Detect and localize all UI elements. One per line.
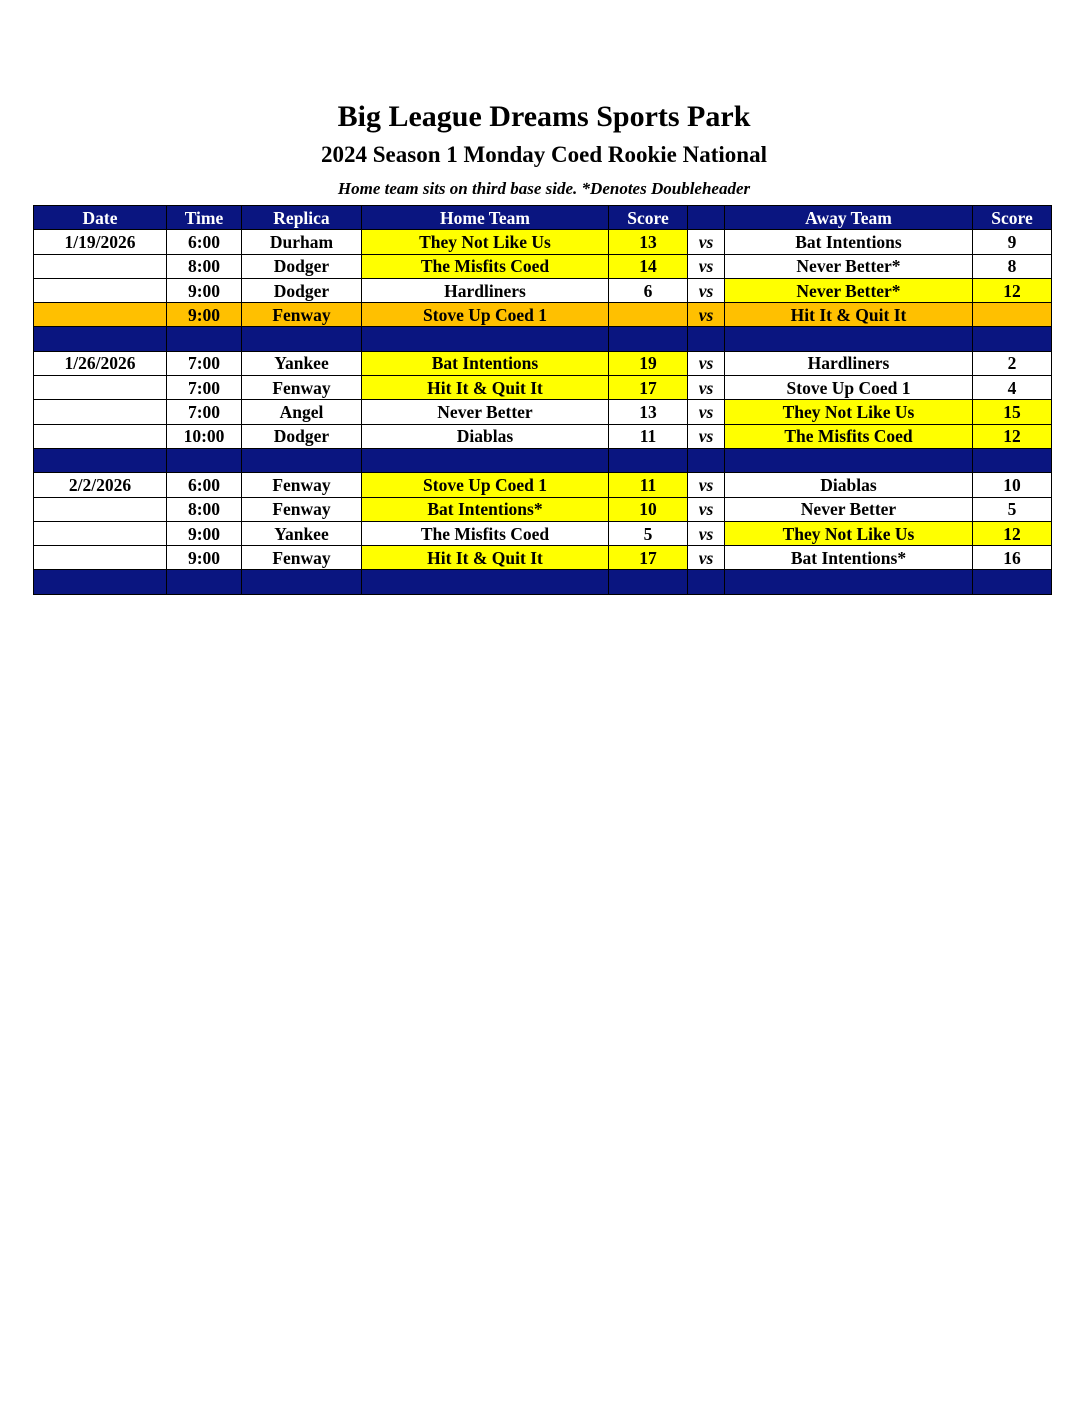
time-cell: 6:00 [167, 473, 242, 497]
date-cell [34, 424, 167, 448]
time-cell: 9:00 [167, 303, 242, 327]
separator-cell [973, 570, 1052, 594]
away-team-cell: Stove Up Coed 1 [725, 376, 973, 400]
separator-cell [242, 448, 362, 472]
away-team-cell: Hit It & Quit It [725, 303, 973, 327]
replica-cell: Yankee [242, 351, 362, 375]
home-team-cell: Bat Intentions* [362, 497, 609, 521]
vs-cell: vs [688, 497, 725, 521]
home-team-cell: Stove Up Coed 1 [362, 303, 609, 327]
date-cell [34, 278, 167, 302]
separator-cell [973, 448, 1052, 472]
time-cell: 9:00 [167, 546, 242, 570]
home-score-cell: 13 [609, 230, 688, 254]
home-team-cell: Diablas [362, 424, 609, 448]
separator-cell [242, 570, 362, 594]
vs-cell: vs [688, 351, 725, 375]
away-score-cell: 12 [973, 521, 1052, 545]
replica-cell: Angel [242, 400, 362, 424]
vs-cell: vs [688, 278, 725, 302]
replica-cell: Fenway [242, 497, 362, 521]
away-score-cell: 5 [973, 497, 1052, 521]
away-team-cell: They Not Like Us [725, 521, 973, 545]
game-row [34, 546, 1052, 570]
home-score-cell [609, 303, 688, 327]
date-cell: 1/19/2026 [34, 230, 167, 254]
home-team-cell: Hardliners [362, 278, 609, 302]
vs-cell: vs [688, 254, 725, 278]
game-row [34, 303, 1052, 327]
away-score-cell: 4 [973, 376, 1052, 400]
home-score-cell: 13 [609, 400, 688, 424]
home-score-cell: 14 [609, 254, 688, 278]
replica-cell: Dodger [242, 278, 362, 302]
time-cell: 6:00 [167, 230, 242, 254]
time-cell: 7:00 [167, 400, 242, 424]
separator-cell [362, 327, 609, 351]
vs-cell: vs [688, 473, 725, 497]
separator-cell [609, 448, 688, 472]
game-row [34, 254, 1052, 278]
away-team-cell: They Not Like Us [725, 400, 973, 424]
date-cell [34, 376, 167, 400]
game-row [34, 376, 1052, 400]
replica-cell: Dodger [242, 254, 362, 278]
time-cell: 7:00 [167, 376, 242, 400]
time-cell: 9:00 [167, 521, 242, 545]
separator-cell [688, 327, 725, 351]
away-team-cell: Bat Intentions* [725, 546, 973, 570]
home-team-cell: The Misfits Coed [362, 521, 609, 545]
home-score-cell: 10 [609, 497, 688, 521]
header-away-team: Away Team [725, 206, 973, 230]
game-row [34, 473, 1052, 497]
home-score-cell: 11 [609, 473, 688, 497]
away-score-cell: 12 [973, 424, 1052, 448]
page-subtitle: 2024 Season 1 Monday Coed Rookie National [321, 142, 767, 167]
separator-cell [34, 448, 167, 472]
time-cell: 8:00 [167, 254, 242, 278]
home-team-cell: The Misfits Coed [362, 254, 609, 278]
vs-cell: vs [688, 376, 725, 400]
away-score-cell: 10 [973, 473, 1052, 497]
week-separator-row [34, 448, 1052, 472]
away-team-cell: Never Better* [725, 278, 973, 302]
game-row [34, 497, 1052, 521]
replica-cell: Dodger [242, 424, 362, 448]
week-separator-row [34, 570, 1052, 594]
game-row [34, 351, 1052, 375]
away-score-cell: 8 [973, 254, 1052, 278]
separator-cell [167, 448, 242, 472]
date-cell: 2/2/2026 [34, 473, 167, 497]
week-separator-row [34, 327, 1052, 351]
schedule-table [33, 205, 1052, 595]
replica-cell: Fenway [242, 303, 362, 327]
header-home-team: Home Team [362, 206, 609, 230]
date-cell [34, 303, 167, 327]
separator-cell [725, 448, 973, 472]
game-row [34, 400, 1052, 424]
away-score-cell: 12 [973, 278, 1052, 302]
vs-cell: vs [688, 400, 725, 424]
vs-cell: vs [688, 546, 725, 570]
separator-cell [34, 570, 167, 594]
replica-cell: Fenway [242, 473, 362, 497]
separator-cell [688, 448, 725, 472]
away-score-cell [973, 303, 1052, 327]
date-cell: 1/26/2026 [34, 351, 167, 375]
away-score-cell: 9 [973, 230, 1052, 254]
page-title: Big League Dreams Sports Park [337, 100, 751, 133]
home-score-cell: 5 [609, 521, 688, 545]
header-replica: Replica [242, 206, 362, 230]
separator-cell [725, 327, 973, 351]
home-team-cell: Stove Up Coed 1 [362, 473, 609, 497]
separator-cell [167, 327, 242, 351]
header-vs [688, 206, 725, 230]
game-row [34, 278, 1052, 302]
date-cell [34, 521, 167, 545]
separator-cell [242, 327, 362, 351]
away-score-cell: 15 [973, 400, 1052, 424]
date-cell [34, 497, 167, 521]
separator-cell [973, 327, 1052, 351]
away-team-cell: Never Better* [725, 254, 973, 278]
date-cell [34, 400, 167, 424]
header-row [34, 206, 1052, 230]
separator-cell [725, 570, 973, 594]
home-team-cell: Never Better [362, 400, 609, 424]
home-score-cell: 11 [609, 424, 688, 448]
date-cell [34, 546, 167, 570]
separator-cell [362, 448, 609, 472]
vs-cell: vs [688, 424, 725, 448]
home-score-cell: 17 [609, 376, 688, 400]
separator-cell [34, 327, 167, 351]
away-team-cell: The Misfits Coed [725, 424, 973, 448]
time-cell: 9:00 [167, 278, 242, 302]
away-team-cell: Never Better [725, 497, 973, 521]
home-team-cell: Hit It & Quit It [362, 376, 609, 400]
date-cell [34, 254, 167, 278]
time-cell: 8:00 [167, 497, 242, 521]
home-score-cell: 17 [609, 546, 688, 570]
separator-cell [688, 570, 725, 594]
schedule-note: Home team sits on third base side. *Denotes Doubleheader [337, 179, 751, 198]
home-team-cell: They Not Like Us [362, 230, 609, 254]
vs-cell: vs [688, 303, 725, 327]
home-team-cell: Bat Intentions [362, 351, 609, 375]
time-cell: 7:00 [167, 351, 242, 375]
separator-cell [362, 570, 609, 594]
header-away-score: Score [973, 206, 1052, 230]
separator-cell [609, 327, 688, 351]
schedule-body [34, 230, 1052, 594]
replica-cell: Fenway [242, 546, 362, 570]
home-score-cell: 6 [609, 278, 688, 302]
vs-cell: vs [688, 230, 725, 254]
replica-cell: Durham [242, 230, 362, 254]
time-cell: 10:00 [167, 424, 242, 448]
header-time: Time [167, 206, 242, 230]
separator-cell [167, 570, 242, 594]
away-score-cell: 2 [973, 351, 1052, 375]
replica-cell: Yankee [242, 521, 362, 545]
game-row [34, 230, 1052, 254]
away-team-cell: Bat Intentions [725, 230, 973, 254]
game-row [34, 521, 1052, 545]
away-score-cell: 16 [973, 546, 1052, 570]
home-team-cell: Hit It & Quit It [362, 546, 609, 570]
separator-cell [609, 570, 688, 594]
away-team-cell: Hardliners [725, 351, 973, 375]
away-team-cell: Diablas [725, 473, 973, 497]
header-home-score: Score [609, 206, 688, 230]
replica-cell: Fenway [242, 376, 362, 400]
home-score-cell: 19 [609, 351, 688, 375]
vs-cell: vs [688, 521, 725, 545]
game-row [34, 424, 1052, 448]
header-date: Date [34, 206, 167, 230]
